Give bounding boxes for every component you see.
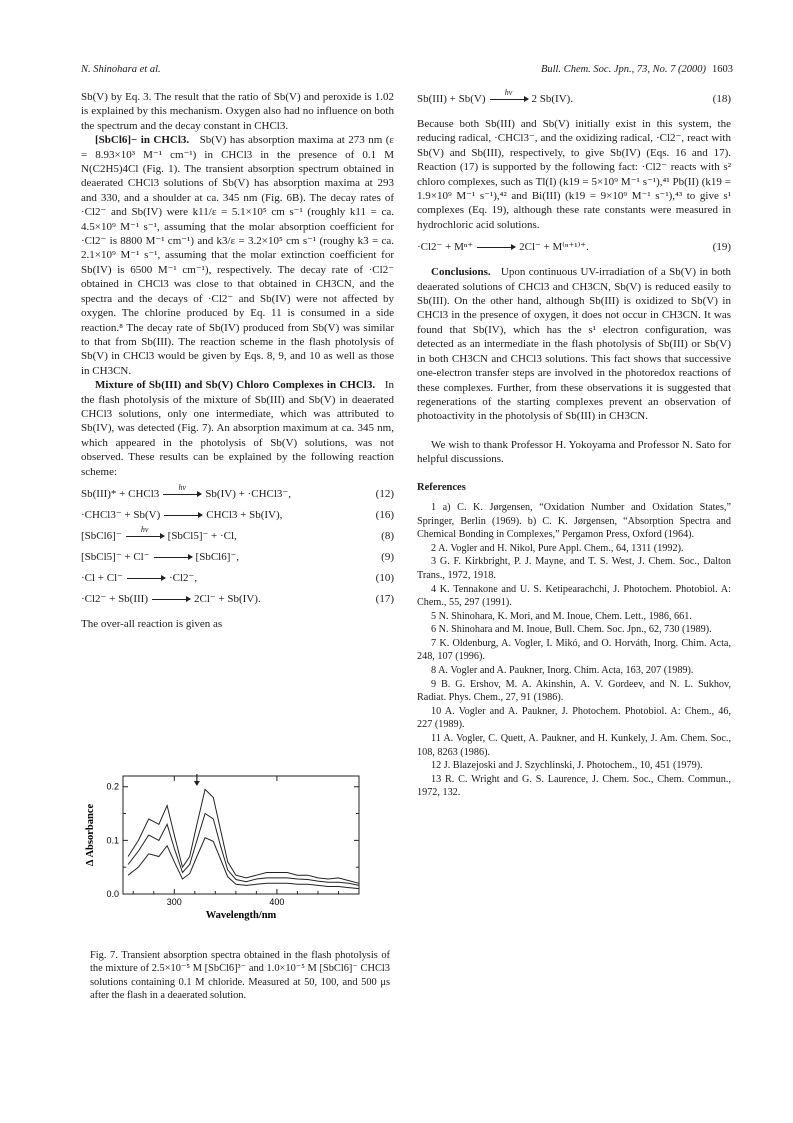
spectrum-series-2 xyxy=(128,814,359,886)
page-number: 1603 xyxy=(712,64,733,75)
equation-number: (10) xyxy=(375,571,394,584)
paragraph-text: In the flash photolysis of the mixture of Sb(III) and Sb(V) in deaerated CHCl3 solutions, only one intermediate, which was attributed to Sb(IV), was detected (Fig. 7). An absorption maximum at ca. 345 nm, which appeared in the photolysis of Sb(V) solutions, was not observed. These results can be explained by the following reaction scheme: xyxy=(81,379,394,478)
photon-label: hν xyxy=(178,482,187,492)
equation-number: (8) xyxy=(381,529,394,542)
equation-lhs: Sb(III) + Sb(V) xyxy=(417,93,486,105)
reaction-arrow-icon xyxy=(127,578,165,579)
equation-body xyxy=(81,482,291,501)
y-tick-label: 0.1 xyxy=(106,835,119,846)
photon-label: hν xyxy=(504,87,513,97)
equation-rhs: 2 Sb(IV). xyxy=(531,93,574,105)
equation-lhs: ·Cl + Cl⁻ xyxy=(81,571,123,584)
equation-rhs: Sb(IV) + ·CHCl3⁻, xyxy=(205,487,291,500)
x-axis-label: Wavelength/nm xyxy=(205,910,277,921)
paragraph xyxy=(81,133,394,378)
equation-18 xyxy=(417,87,731,113)
equation-number: (9) xyxy=(381,550,394,563)
y-tick-label: 0.2 xyxy=(106,781,119,792)
equation-body xyxy=(81,508,282,522)
reaction-arrow-icon xyxy=(126,524,164,537)
reaction-arrow-icon xyxy=(164,515,202,516)
references-heading: References xyxy=(417,481,466,493)
reference-item: 1 a) C. K. Jørgensen, “Oxidation Number and Oxidation States,” Springer, Berlin (1969). b) C. K. Jørgensen, “Absorption Spectra and Chemical Bonding in Complexes,” Pergamon Press, Oxford (1964). xyxy=(417,501,731,541)
reaction-arrow-icon xyxy=(152,599,190,600)
reference-item: 7 K. Oldenburg, A. Vogler, I. Mikó, and O. Horváth, Inorg. Chim. Acta, 248, 107 (1996). xyxy=(417,637,731,663)
references-list xyxy=(417,501,731,800)
right-column xyxy=(417,87,731,800)
paragraph: Because both Sb(III) and Sb(V) initially exist in this system, the reducing radical, ·CHCl3⁻, and the oxidizing radical, ·Cl2⁻, react with Sb(V) and Sb(III), respectively, to give Sb(IV) (Eqs. 16 and 17). Reaction (17) is supported by the following fact: ·Cl2⁻ reacts with s² chloro complexes, such as Tl(I) (k19 = 5×10⁹ M⁻¹ s⁻¹),⁴¹ Pb(II) (k19 = 1.9×10⁹ M⁻¹ s⁻¹),⁴² and Bi(III) (k19 = 9×10⁹ M⁻¹ s⁻¹),⁴³ to give s¹ complexes (Eq. 19), although these rate constants were measured in hydrochloric acid solutions. xyxy=(417,118,731,231)
figure-7 xyxy=(81,768,394,946)
photon-label: hν xyxy=(140,524,149,534)
equation-17 xyxy=(81,592,394,613)
arrow-head-icon xyxy=(194,781,200,786)
section-heading: Conclusions. xyxy=(431,266,491,279)
section-heading: [SbCl6]− in CHCl3. xyxy=(95,134,190,147)
equation-body xyxy=(81,571,197,585)
reference-item: 11 A. Vogler, C. Quett, A. Paukner, and H. Kunkely, J. Am. Chem. Soc., 108, 8263 (1986). xyxy=(417,733,731,758)
acknowledgment: We wish to thank Professor H. Yokoyama and Professor N. Sato for helpful discussions. xyxy=(417,438,731,466)
equation-18 xyxy=(417,87,731,113)
equation-lhs: ·Cl2⁻ + Sb(III) xyxy=(81,592,148,605)
equation-12 xyxy=(81,482,394,508)
reference-item: 3 G. F. Kirkbright, P. J. Mayne, and T. S. West, J. Chem. Soc., Dalton Trans., 1972, 1918. xyxy=(417,556,731,581)
reference-item: 10 A. Vogler and A. Paukner, J. Photochem. Photobiol. A: Chem., 46, 227 (1989). xyxy=(417,705,731,731)
equation-number: (18) xyxy=(712,93,731,105)
equation-8 xyxy=(81,524,394,550)
reaction-arrow-icon xyxy=(154,557,192,558)
section-heading: Mixture of Sb(III) and Sb(V) Chloro Complexes in CHCl3. xyxy=(95,379,376,392)
y-axis-label: Δ Absorbance xyxy=(85,803,96,867)
equation-lhs: ·Cl2⁻ + Mⁿ⁺ xyxy=(417,241,474,254)
equation-number: (16) xyxy=(375,508,394,521)
equation-lhs: ·CHCl3⁻ + Sb(V) xyxy=(81,508,161,521)
paragraph xyxy=(417,265,731,423)
equation-number: (17) xyxy=(375,592,394,605)
reference-item: 6 N. Shinohara and M. Inoue, Bull. Chem. Soc. Jpn., 62, 730 (1989). xyxy=(431,624,712,636)
running-header-right xyxy=(481,64,733,75)
reaction-arrow-icon xyxy=(163,482,201,495)
equation-body xyxy=(417,87,574,106)
equation-19 xyxy=(417,240,731,261)
paragraph: Sb(V) by Eq. 3. The result that the ratio of Sb(V) and peroxide is 1.02 is explained by this mechanism. Oxygen also had no influence on both the spectrum and the decay constant in CHCl3. xyxy=(81,91,394,132)
equation-19 xyxy=(417,240,731,261)
equation-body xyxy=(81,524,237,543)
equation-lhs: Sb(III)* + CHCl3 xyxy=(81,487,160,500)
equation-number: (19) xyxy=(712,241,731,254)
reference-item: 12 J. Blazejoski and J. Szychlinski, J. Photochem., 10, 451 (1979). xyxy=(431,760,703,772)
reference-item: 2 A. Vogler and H. Nikol, Pure Appl. Chem., 64, 1311 (1992). xyxy=(431,542,684,554)
equation-10 xyxy=(81,571,394,592)
reference-item: 4 K. Tennakone and U. S. Ketipearachchi, J. Photochem. Photobiol. A: Chem., 55, 297 (1991). xyxy=(417,583,731,609)
equation-body xyxy=(81,592,261,606)
reference-item: 13 R. C. Wright and G. S. Laurence, J. Chem. Soc., Chem. Commun., 1972, 132. xyxy=(417,773,731,799)
equation-rhs: 2Cl⁻ + Sb(IV). xyxy=(194,592,261,605)
paragraph-text: Upon continuous UV-irradiation of a Sb(V) in both deaerated solutions of CHCl3 and CH3CN, Sb(V) is reduced easily to Sb(III). On the other hand, although Sb(III) is oxidized to Sb(V) in CHCl3 in the presence of oxygen, it does not occur in CH3CN. It was found that Sb(IV), which has the s¹ electron configuration, was detected as an intermediate in the flash photolysis of Sb(III) or Sb(V) in both CH3CN and CHCl3 solutions. This fact shows that successive one-electron transfer steps are involved in the photoredox reactions of these complexes. Further, from these observations it is suggested that regenerations of the starting complexes prevent an observation of photoactivity in the photolysis of Sb(III) in CH3CN. xyxy=(417,266,731,423)
equation-rhs: [SbCl5]⁻ + ·Cl, xyxy=(167,529,237,542)
left-column xyxy=(81,90,394,631)
x-tick-label: 400 xyxy=(269,897,285,907)
reference-item: 5 N. Shinohara, K. Mori, and M. Inoue, Chem. Lett., 1986, 661. xyxy=(431,610,692,622)
equation-9 xyxy=(81,550,394,571)
spectrum-series-1 xyxy=(128,789,359,883)
running-header-left: N. Shinohara et al. xyxy=(81,64,161,75)
paragraph-text: Sb(V) has absorption maxima at 273 nm (ε = 8.93×10³ M⁻¹ cm⁻¹) in CHCl3 in the presence of 0.1 M N(C2H5)4Cl (Fig. 1). The transient absorption spectrum obtained in deaerated CHCl3 solutions of Sb(V) has absorption maxima at 293 and 330, and a shoulder at ca. 345 nm (Fig. 6B). The decay rates of ·Cl2⁻ and Sb(IV) were k11/ε = 5.1×10⁵ cm s⁻¹ (roughly k11 = ca. 4.5×10⁹ M⁻¹ s⁻¹, assuming that the molar absorption coefficient for ·Cl2⁻ is 8800 M⁻¹ cm⁻¹) and k3/ε = 3.2×10⁵ cm s⁻¹ (roughy k3 = ca. 2.1×10⁹ M⁻¹ s⁻¹, assuming that the molar extinction coefficient for Sb(IV) is 6500 M⁻¹ cm⁻¹), respectively. The decay rate of ·Cl2⁻ obtained in CHCl3 was close to that obtained in CH3CN, and the spectra and the decays of ·Cl2⁻ and Sb(IV) were not affected by oxygen. The chlorine produced by Eq. 11 is consumed in a side reaction.⁸ The decay rate of Sb(IV) produced from Sb(V) was similar to that from Sb(III). The reaction scheme in the flash photolysis of Sb(V) in CHCl3 would be given by Eqs. 8, 9, and 10 as well as those in CH3CN. xyxy=(81,134,395,377)
equation-body xyxy=(417,240,589,254)
reference-item: 8 A. Vogler and A. Paukner, Inorg. Chim. Acta, 163, 207 (1989). xyxy=(431,665,694,677)
spectrum-chart xyxy=(81,768,394,946)
equation-lhs: [SbCl6]⁻ xyxy=(81,529,122,542)
equation-number: (12) xyxy=(375,487,394,500)
reference-item: 9 B. G. Ershov, M. A. Akinshin, A. V. Gordeev, and N. L. Sukhov, Radiat. Phys. Chem., 27, 91 (1986). xyxy=(417,678,731,704)
paragraph: The over-all reaction is given as xyxy=(81,617,223,630)
paragraph xyxy=(81,378,394,479)
equation-body xyxy=(81,550,239,564)
x-tick-label: 300 xyxy=(166,897,182,907)
journal-citation: Bull. Chem. Soc. Jpn., 73, No. 7 (2000) xyxy=(540,64,706,75)
y-tick-label: 0.0 xyxy=(106,889,119,899)
equation-block xyxy=(81,482,394,613)
equation-lhs: [SbCl5]⁻ + Cl⁻ xyxy=(81,550,150,563)
equation-rhs: 2Cl⁻ + M⁽ⁿ⁺¹⁾⁺. xyxy=(519,241,589,254)
reaction-arrow-icon xyxy=(490,87,528,100)
reaction-arrow-icon xyxy=(477,247,515,248)
equation-rhs: CHCl3 + Sb(IV), xyxy=(206,508,283,521)
equation-rhs: [SbCl6]⁻, xyxy=(195,550,239,563)
figure-caption: Fig. 7. Transient absorption spectra obtained in the flash photolysis of the mixture of 2.5×10⁻⁵ M [SbCl6]³⁻ and 1.0×10⁻⁵ M [SbCl6]⁻ CHCl3 solutions containing 0.1 M chloride. Measured at 50, 100, and 500 μs after the flash in a deaerated solution. xyxy=(90,950,390,1001)
equation-rhs: ·Cl2⁻, xyxy=(168,571,198,584)
